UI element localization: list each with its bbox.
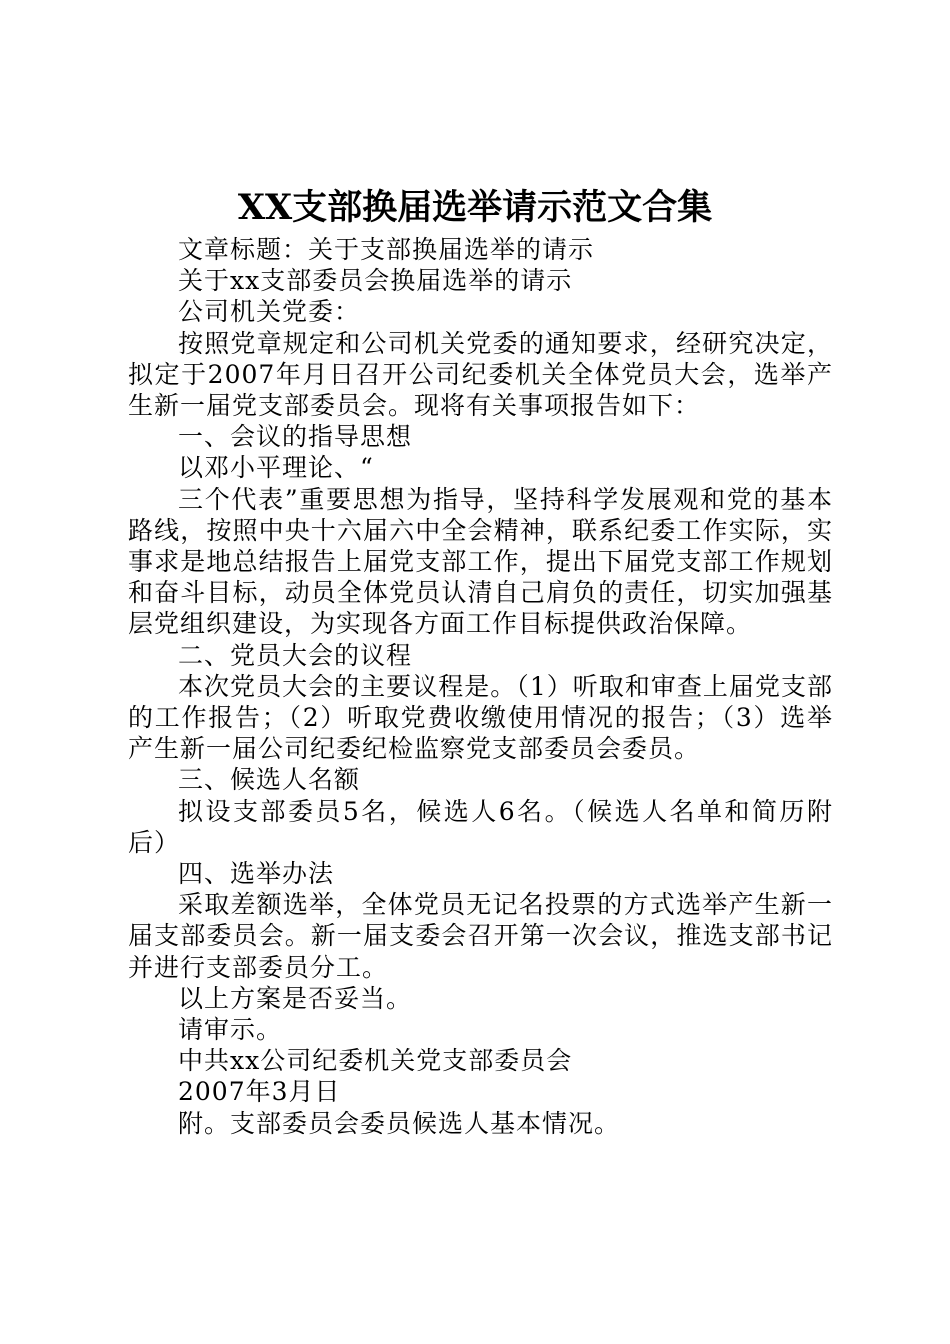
section-heading-3: 三、候选人名额 — [178, 765, 361, 795]
guiding-thought-paragraph: 三个代表”重要思想为指导，坚持科学发展观和党的基本路线，按照中央十六届六中全会精神，联系纪委工作实际，实事求是地总结报告上届党支部工作，提出下届党支部工作规划和奋斗目标，动员全体党员认清自己肩负的责任，切实加强基层党组织建设，为实现各方面工作目标提供政治保障。 — [128, 484, 833, 639]
section-heading-4: 四、选举办法 — [178, 859, 335, 889]
agenda-paragraph: 本次党员大会的主要议程是。（1）听取和审查上届党支部的工作报告；（2）听取党费收缴使用情况的报告；（3）选举产生新一届公司纪委纪检监察党支部委员会委员。 — [128, 671, 833, 764]
addressee-line: 公司机关党委： — [178, 297, 361, 327]
request-subject-line: 关于xx支部委员会换届选举的请示 — [178, 266, 573, 296]
closing-question-line: 以上方案是否妥当。 — [178, 983, 413, 1013]
intro-paragraph: 按照党章规定和公司机关党委的通知要求，经研究决定，拟定于2007年月日召开公司纪委机关全体党员大会，选举产生新一届党支部委员会。现将有关事项报告如下： — [128, 328, 833, 421]
attachment-note: 附。支部委员会委员候选人基本情况。 — [178, 1108, 621, 1138]
signature-organization: 中共xx公司纪委机关党支部委员会 — [178, 1046, 573, 1076]
section-heading-1: 一、会议的指导思想 — [178, 422, 413, 452]
signature-date: 2007年3月日 — [178, 1077, 341, 1107]
article-title-line: 文章标题：关于支部换届选举的请示 — [178, 235, 595, 264]
document-title: XX支部换届选举请示范文合集 — [237, 187, 713, 228]
closing-request-line: 请审示。 — [178, 1015, 283, 1045]
document-body — [128, 234, 833, 1139]
section-heading-2: 二、党员大会的议程 — [178, 640, 413, 670]
candidates-paragraph: 拟设支部委员5名，候选人6名。（候选人名单和简历附后） — [128, 796, 833, 857]
election-method-paragraph: 采取差额选举，全体党员无记名投票的方式选举产生新一届支部委员会。新一届支委会召开第一次会议，推选支部书记并进行支部委员分工。 — [128, 890, 833, 982]
guiding-thought-line: 以邓小平理论、“ — [178, 453, 374, 483]
